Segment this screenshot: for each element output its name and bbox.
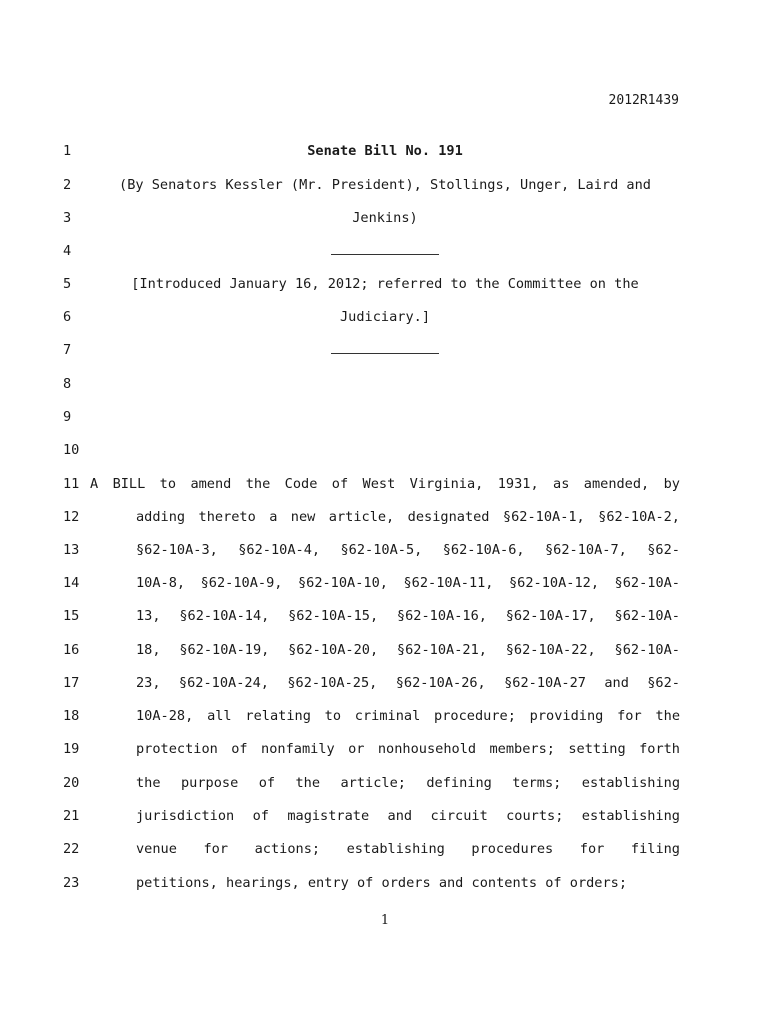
bill-text: A BILL to amend the Code of West Virginia, 1931, as amended, by [90,476,680,492]
bill-text: 10A-8, §62-10A-9, §62-10A-10, §62-10A-11, §62-10A-12, §62-10A- [136,575,680,591]
introduction-note: [Introduced January 16, 2012; referred to the Committee on the [131,276,639,292]
line-13 [0,542,770,562]
line-2 [0,177,770,197]
line-15 [0,608,770,628]
sponsors-line: Jenkins) [352,210,418,226]
line-number: 1 [63,143,72,159]
line-number: 10 [63,442,80,458]
separator-rule [90,243,680,259]
line-number: 19 [63,741,80,757]
line-5 [0,276,770,296]
line-number: 18 [63,708,80,724]
line-16 [0,642,770,662]
line-22 [0,841,770,861]
line-4 [0,243,770,263]
bill-text: §62-10A-3, §62-10A-4, §62-10A-5, §62-10A-6, §62-10A-7, §62- [136,542,680,558]
line-1 [0,143,770,163]
line-14 [0,575,770,595]
bill-text: petitions, hearings, entry of orders and contents of orders; [136,875,628,891]
sponsors-line: (By Senators Kessler (Mr. President), Stollings, Unger, Laird and [119,177,651,193]
line-number: 11 [63,476,80,492]
line-11 [0,476,770,496]
document-id: 2012R1439 [608,93,679,108]
separator-rule [90,342,680,358]
line-number: 2 [63,177,72,193]
line-8 [0,376,770,396]
bill-text: 10A-28, all relating to criminal procedure; providing for the [136,708,680,724]
line-23 [0,875,770,895]
line-number: 13 [63,542,80,558]
line-number: 8 [63,376,72,392]
line-number: 12 [63,509,80,525]
line-number: 9 [63,409,72,425]
bill-text: adding thereto a new article, designated §62-10A-1, §62-10A-2, [136,509,680,525]
line-number: 22 [63,841,80,857]
line-number: 4 [63,243,72,259]
bill-text: 23, §62-10A-24, §62-10A-25, §62-10A-26, §62-10A-27 and §62- [136,675,680,691]
line-number: 21 [63,808,80,824]
line-number: 20 [63,775,80,791]
line-number: 6 [63,309,72,325]
line-number: 3 [63,210,72,226]
line-18 [0,708,770,728]
line-number: 7 [63,342,72,358]
line-9 [0,409,770,429]
line-6 [0,309,770,329]
line-19 [0,741,770,761]
line-number: 17 [63,675,80,691]
introduction-note: Judiciary.] [339,309,431,325]
line-number: 15 [63,608,80,624]
bill-text: 18, §62-10A-19, §62-10A-20, §62-10A-21, §62-10A-22, §62-10A- [136,642,680,658]
line-number: 14 [63,575,80,591]
bill-text: 13, §62-10A-14, §62-10A-15, §62-10A-16, §62-10A-17, §62-10A- [136,608,680,624]
line-number: 16 [63,642,80,658]
bill-text: jurisdiction of magistrate and circuit courts; establishing [136,808,680,824]
line-21 [0,808,770,828]
page-number: 1 [380,913,390,928]
line-12 [0,509,770,529]
line-10 [0,442,770,462]
bill-text: the purpose of the article; defining terms; establishing [136,775,680,791]
bill-text: venue for actions; establishing procedures for filing [136,841,680,857]
line-3 [0,210,770,230]
line-7 [0,342,770,362]
bill-title: Senate Bill No. 191 [307,143,463,159]
line-number: 5 [63,276,72,292]
line-17 [0,675,770,695]
line-number: 23 [63,875,80,891]
bill-text: protection of nonfamily or nonhousehold members; setting forth [136,741,680,757]
line-20 [0,775,770,795]
